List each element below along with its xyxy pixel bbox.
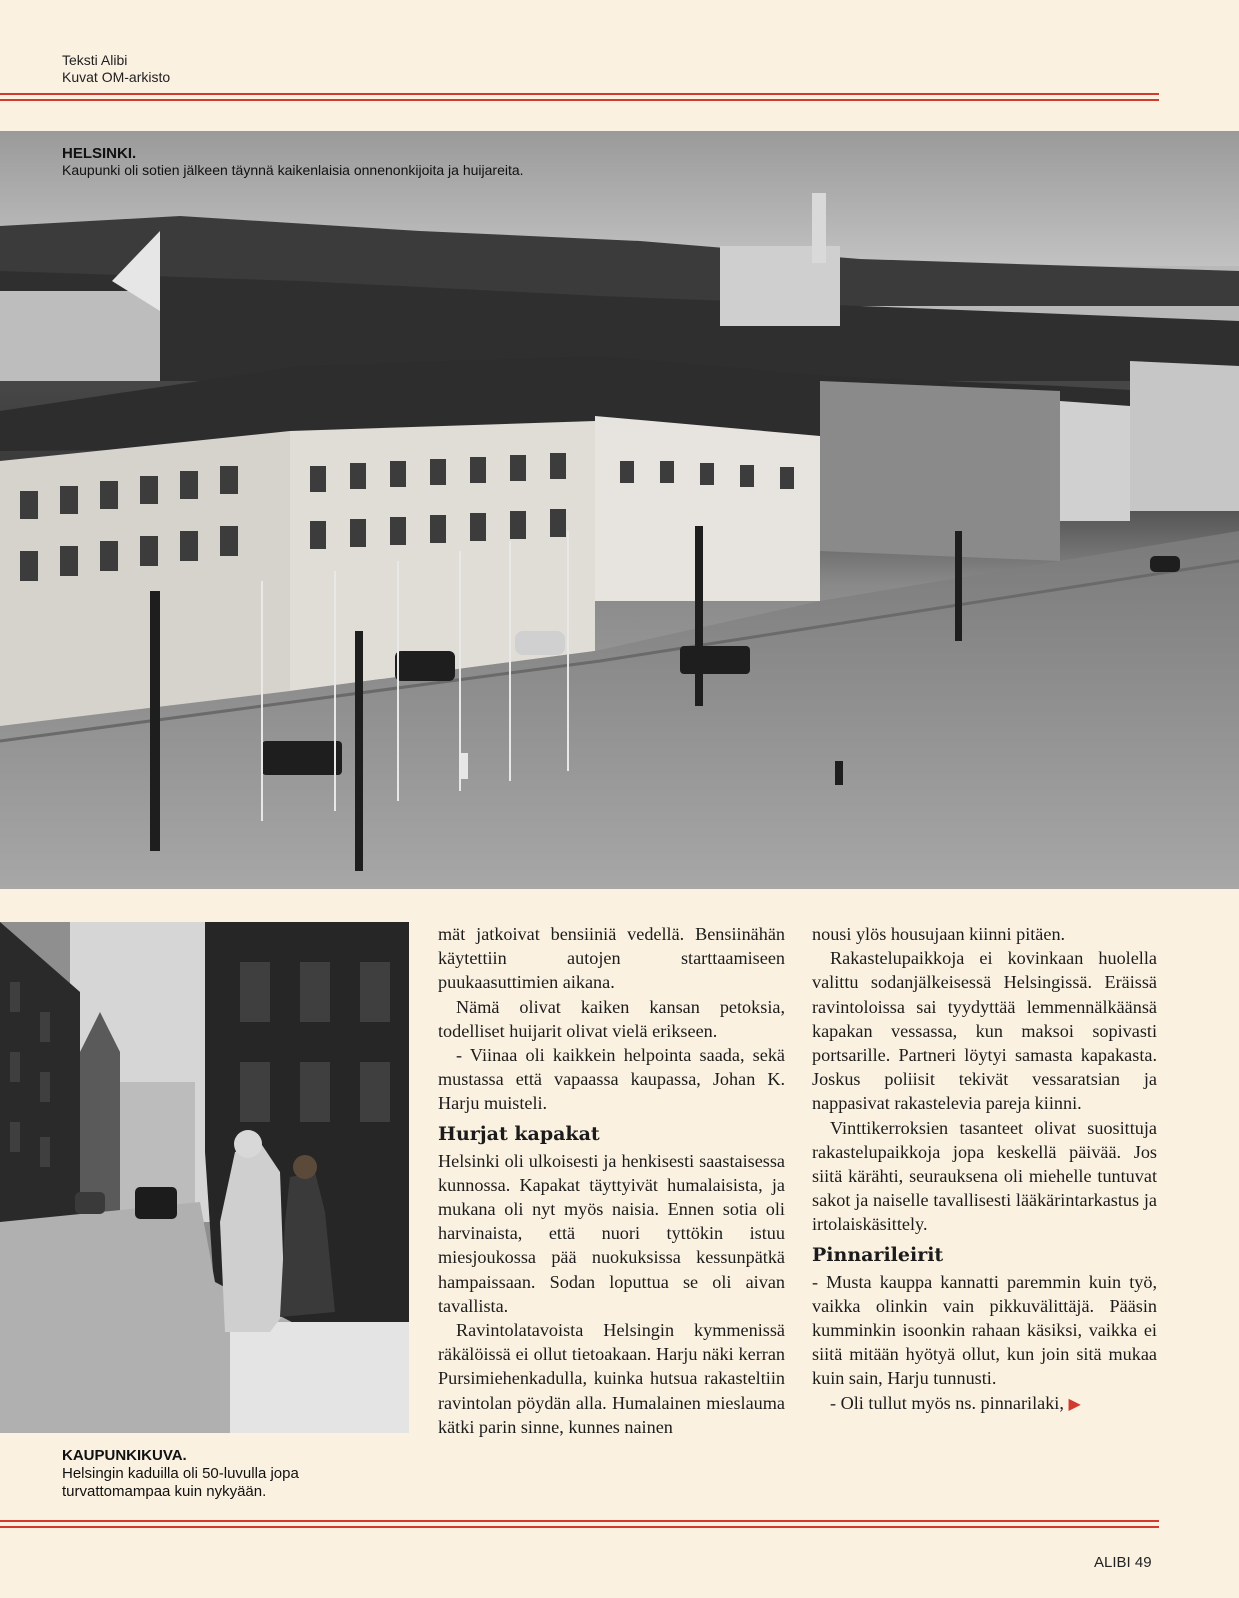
credits	[62, 52, 170, 86]
bottom-rule	[0, 1520, 1159, 1528]
paragraph: - Musta kauppa kannatti paremmin kuin työ, vaikka olinkin vain pikkuvälittäjä. Pääsin kumminkin isoonkin rahaan käsiksi, vaikka ei siitä mitään hyötyä ollut, kun join sitä mukaa kuin sain, Harju tunnusti.	[812, 1271, 1157, 1389]
street-photo-drawing	[0, 922, 409, 1433]
street-caption-line1: Helsingin kaduilla oli 50-luvulla jopa	[62, 1465, 299, 1482]
main-photo-caption	[62, 145, 524, 179]
street-photo	[0, 922, 409, 1433]
page-folio: ALIBI 49	[1094, 1554, 1152, 1571]
helsinki-photo-drawing	[0, 131, 1239, 889]
text-credit: Teksti Alibi	[62, 52, 128, 68]
top-rule	[0, 93, 1159, 101]
paragraph: Nämä olivat kaiken kansan petoksia, todelliset huijarit olivat vielä erikseen.	[438, 996, 785, 1041]
paragraph-continued	[812, 1391, 1157, 1417]
article-column-1	[438, 922, 785, 1439]
photo-credit: Kuvat OM-arkisto	[62, 69, 171, 85]
section-heading-hurjat-kapakat: Hurjat kapakat	[438, 1122, 600, 1145]
paragraph: Vinttikerroksien tasanteet olivat suosittuja rakastelupaikkoja jopa keskellä päivää. Jos siitä kärähti, seurauksena oli miehelle tuntuvat sakot ja naiselle tavallisesti lääkärintarkastus ja irtolaiskäsittely.	[812, 1117, 1157, 1235]
main-caption-title: HELSINKI.	[62, 145, 137, 162]
continue-arrow-icon: ▶	[1068, 1395, 1081, 1413]
main-caption-text: Kaupunki oli sotien jälkeen täynnä kaikenlaisia onnenonkijoita ja huijareita.	[62, 162, 524, 178]
paragraph: nousi ylös housujaan kiinni pitäen.	[812, 924, 1066, 944]
paragraph: Rakastelupaikkoja ei kovinkaan huolella valittu sodanjälkeisessä Helsingissä. Eräissä ravintoloissa sai tyydyttää lemmennälkäänsä kapakan vessassa, kun maksoi sopivasti portsarille. Partneri löytyi samasta kapakasta. Joskus poliisit tekivät vessaratsian ja nappasivat rakastelevia pareja kiinni.	[812, 948, 1157, 1114]
section-heading-pinnarileirit: Pinnarileirit	[812, 1243, 944, 1266]
article-column-2	[812, 922, 1157, 1417]
helsinki-photo	[0, 131, 1239, 889]
paragraph: mät jatkoivat bensiiniä vedellä. Bensiinähän käytettiin autojen starttaamiseen puukaasuttimien aikana.	[438, 924, 785, 993]
street-photo-caption	[62, 1447, 299, 1501]
paragraph: Helsinki oli ulkoisesti ja henkisesti saastaisessa kunnossa. Kapakat täyttyivät humalaisista, ja mukana oli nyt myös naisia. Ennen sotia oli harvinaista, että nuori tyttökin istuu miesjoukossa pää nuokuksissa kessunpätkä hampaissaan. Sodan loputtua se oli aivan tavallista.	[438, 1150, 785, 1316]
paragraph-text: - Oli tullut myös ns. pinnarilaki,	[830, 1392, 1064, 1413]
paragraph: - Viinaa oli kaikkein helpointa saada, sekä mustassa että vapaassa kaupassa, Johan K. Harju muisteli.	[438, 1045, 785, 1114]
street-caption-title: KAUPUNKIKUVA.	[62, 1447, 187, 1464]
street-caption-line2: turvattomampaa kuin nykyään.	[62, 1483, 267, 1500]
paragraph: Ravintolatavoista Helsingin kymmenissä räkälöissä ei ollut tietoakaan. Harju näki kerran Pursimiehenkadulla, kuinka hutsua rakasteltiin ravintolan pöydän alla. Humalainen mieslauma kätki parin sinne, kunnes nainen	[438, 1320, 785, 1437]
